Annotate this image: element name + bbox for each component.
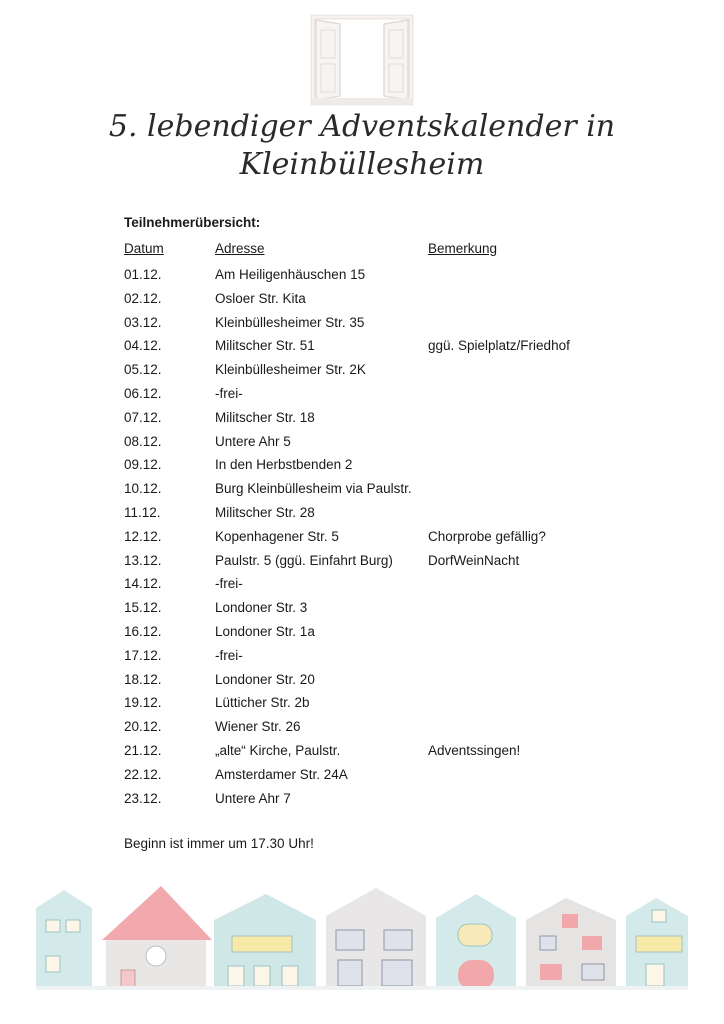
entry-date: 12.12.	[124, 528, 162, 544]
window-illustration	[310, 14, 414, 106]
entry-row	[124, 598, 624, 622]
entry-address: Londoner Str. 20	[215, 671, 315, 687]
entry-date: 22.12.	[124, 766, 162, 782]
entry-address: Londoner Str. 3	[215, 600, 308, 616]
column-header-address: Adresse	[215, 241, 265, 256]
entry-date: 15.12.	[124, 600, 162, 616]
entry-note: Adventssingen!	[428, 742, 521, 758]
entry-row	[124, 384, 624, 408]
entry-date: 01.12.	[124, 267, 162, 282]
entry-address: -frei-	[215, 385, 243, 401]
entry-date: 11.12.	[124, 504, 161, 520]
entry-address: Osloer Str. Kita	[215, 290, 306, 306]
entry-date: 19.12.	[124, 695, 162, 711]
entry-address: Kleinbüllesheimer Str. 2K	[215, 362, 366, 378]
entry-row	[124, 789, 624, 813]
entry-date: 23.12.	[124, 790, 162, 806]
entry-address: Lütticher Str. 2b	[215, 695, 310, 711]
entry-row	[124, 527, 624, 551]
entry-row	[124, 479, 624, 503]
entry-date: 09.12.	[124, 457, 162, 473]
entry-row	[124, 574, 624, 598]
column-header-note: Bemerkung	[428, 241, 498, 256]
entry-date: 04.12.	[124, 338, 162, 354]
entry-date: 05.12.	[124, 362, 162, 378]
entry-row	[124, 741, 624, 765]
entry-row	[124, 717, 624, 741]
entry-note: Chorprobe gefällig?	[428, 528, 546, 544]
page-title-line-1: 5. lebendiger Adventskalender in	[108, 109, 616, 144]
entry-row	[124, 455, 624, 479]
entry-note: DorfWeinNacht	[428, 552, 520, 568]
entry-date: 03.12.	[124, 314, 162, 330]
entry-row	[124, 432, 624, 456]
entry-date: 16.12.	[124, 623, 162, 639]
entry-address: Wiener Str. 26	[215, 719, 301, 735]
entry-date: 18.12.	[124, 671, 162, 687]
page-title	[0, 108, 724, 184]
entry-row	[124, 265, 624, 289]
entry-address: Am Heiligenhäuschen 15	[215, 267, 366, 282]
entry-date: 20.12.	[124, 719, 162, 735]
entry-address: Militscher Str. 51	[215, 338, 315, 354]
entry-date: 17.12.	[124, 647, 162, 663]
entry-address: -frei-	[215, 576, 243, 592]
start-time-note: Beginn ist immer um 17.30 Uhr!	[124, 836, 314, 851]
entry-address: Kopenhagener Str. 5	[215, 528, 339, 544]
entry-address: Untere Ahr 7	[215, 790, 291, 806]
entry-address: -frei-	[215, 647, 243, 663]
entry-address: Untere Ahr 5	[215, 433, 291, 449]
entry-row	[124, 408, 624, 432]
entry-address: Militscher Str. 28	[215, 504, 315, 520]
entry-date: 07.12.	[124, 409, 162, 425]
entry-address: Kleinbüllesheimer Str. 35	[215, 314, 365, 330]
entry-row	[124, 313, 624, 337]
entry-row	[124, 360, 624, 384]
entry-address: Paulstr. 5 (ggü. Einfahrt Burg)	[215, 552, 393, 568]
entry-row	[124, 551, 624, 575]
entry-address: Burg Kleinbüllesheim via Paulstr.	[215, 481, 412, 497]
entry-note: ggü. Spielplatz/Friedhof	[428, 338, 570, 354]
entry-row	[124, 670, 624, 694]
entry-address: „alte“ Kirche, Paulstr.	[215, 742, 341, 758]
entry-date: 13.12.	[124, 552, 162, 568]
entry-address: Amsterdamer Str. 24A	[215, 766, 348, 782]
entry-date: 21.12.	[124, 742, 162, 758]
houses-illustration	[36, 880, 688, 990]
entry-row	[124, 693, 624, 717]
participants-list	[124, 265, 624, 812]
entry-row	[124, 336, 624, 360]
entry-row	[124, 765, 624, 789]
entry-address: Londoner Str. 1a	[215, 623, 315, 639]
entry-address: In den Herbstbenden 2	[215, 457, 353, 473]
entry-row	[124, 622, 624, 646]
entry-address: Militscher Str. 18	[215, 409, 315, 425]
entry-date: 02.12.	[124, 290, 162, 306]
entry-date: 14.12.	[124, 576, 162, 592]
entry-date: 06.12.	[124, 385, 162, 401]
page-title-line-2: Kleinbüllesheim	[239, 147, 485, 182]
entry-row	[124, 646, 624, 670]
entry-row	[124, 289, 624, 313]
entry-date: 10.12.	[124, 481, 162, 497]
entry-date: 08.12.	[124, 433, 162, 449]
participants-heading: Teilnehmerübersicht:	[124, 215, 261, 230]
column-header-date: Datum	[124, 241, 164, 256]
entry-row	[124, 503, 624, 527]
